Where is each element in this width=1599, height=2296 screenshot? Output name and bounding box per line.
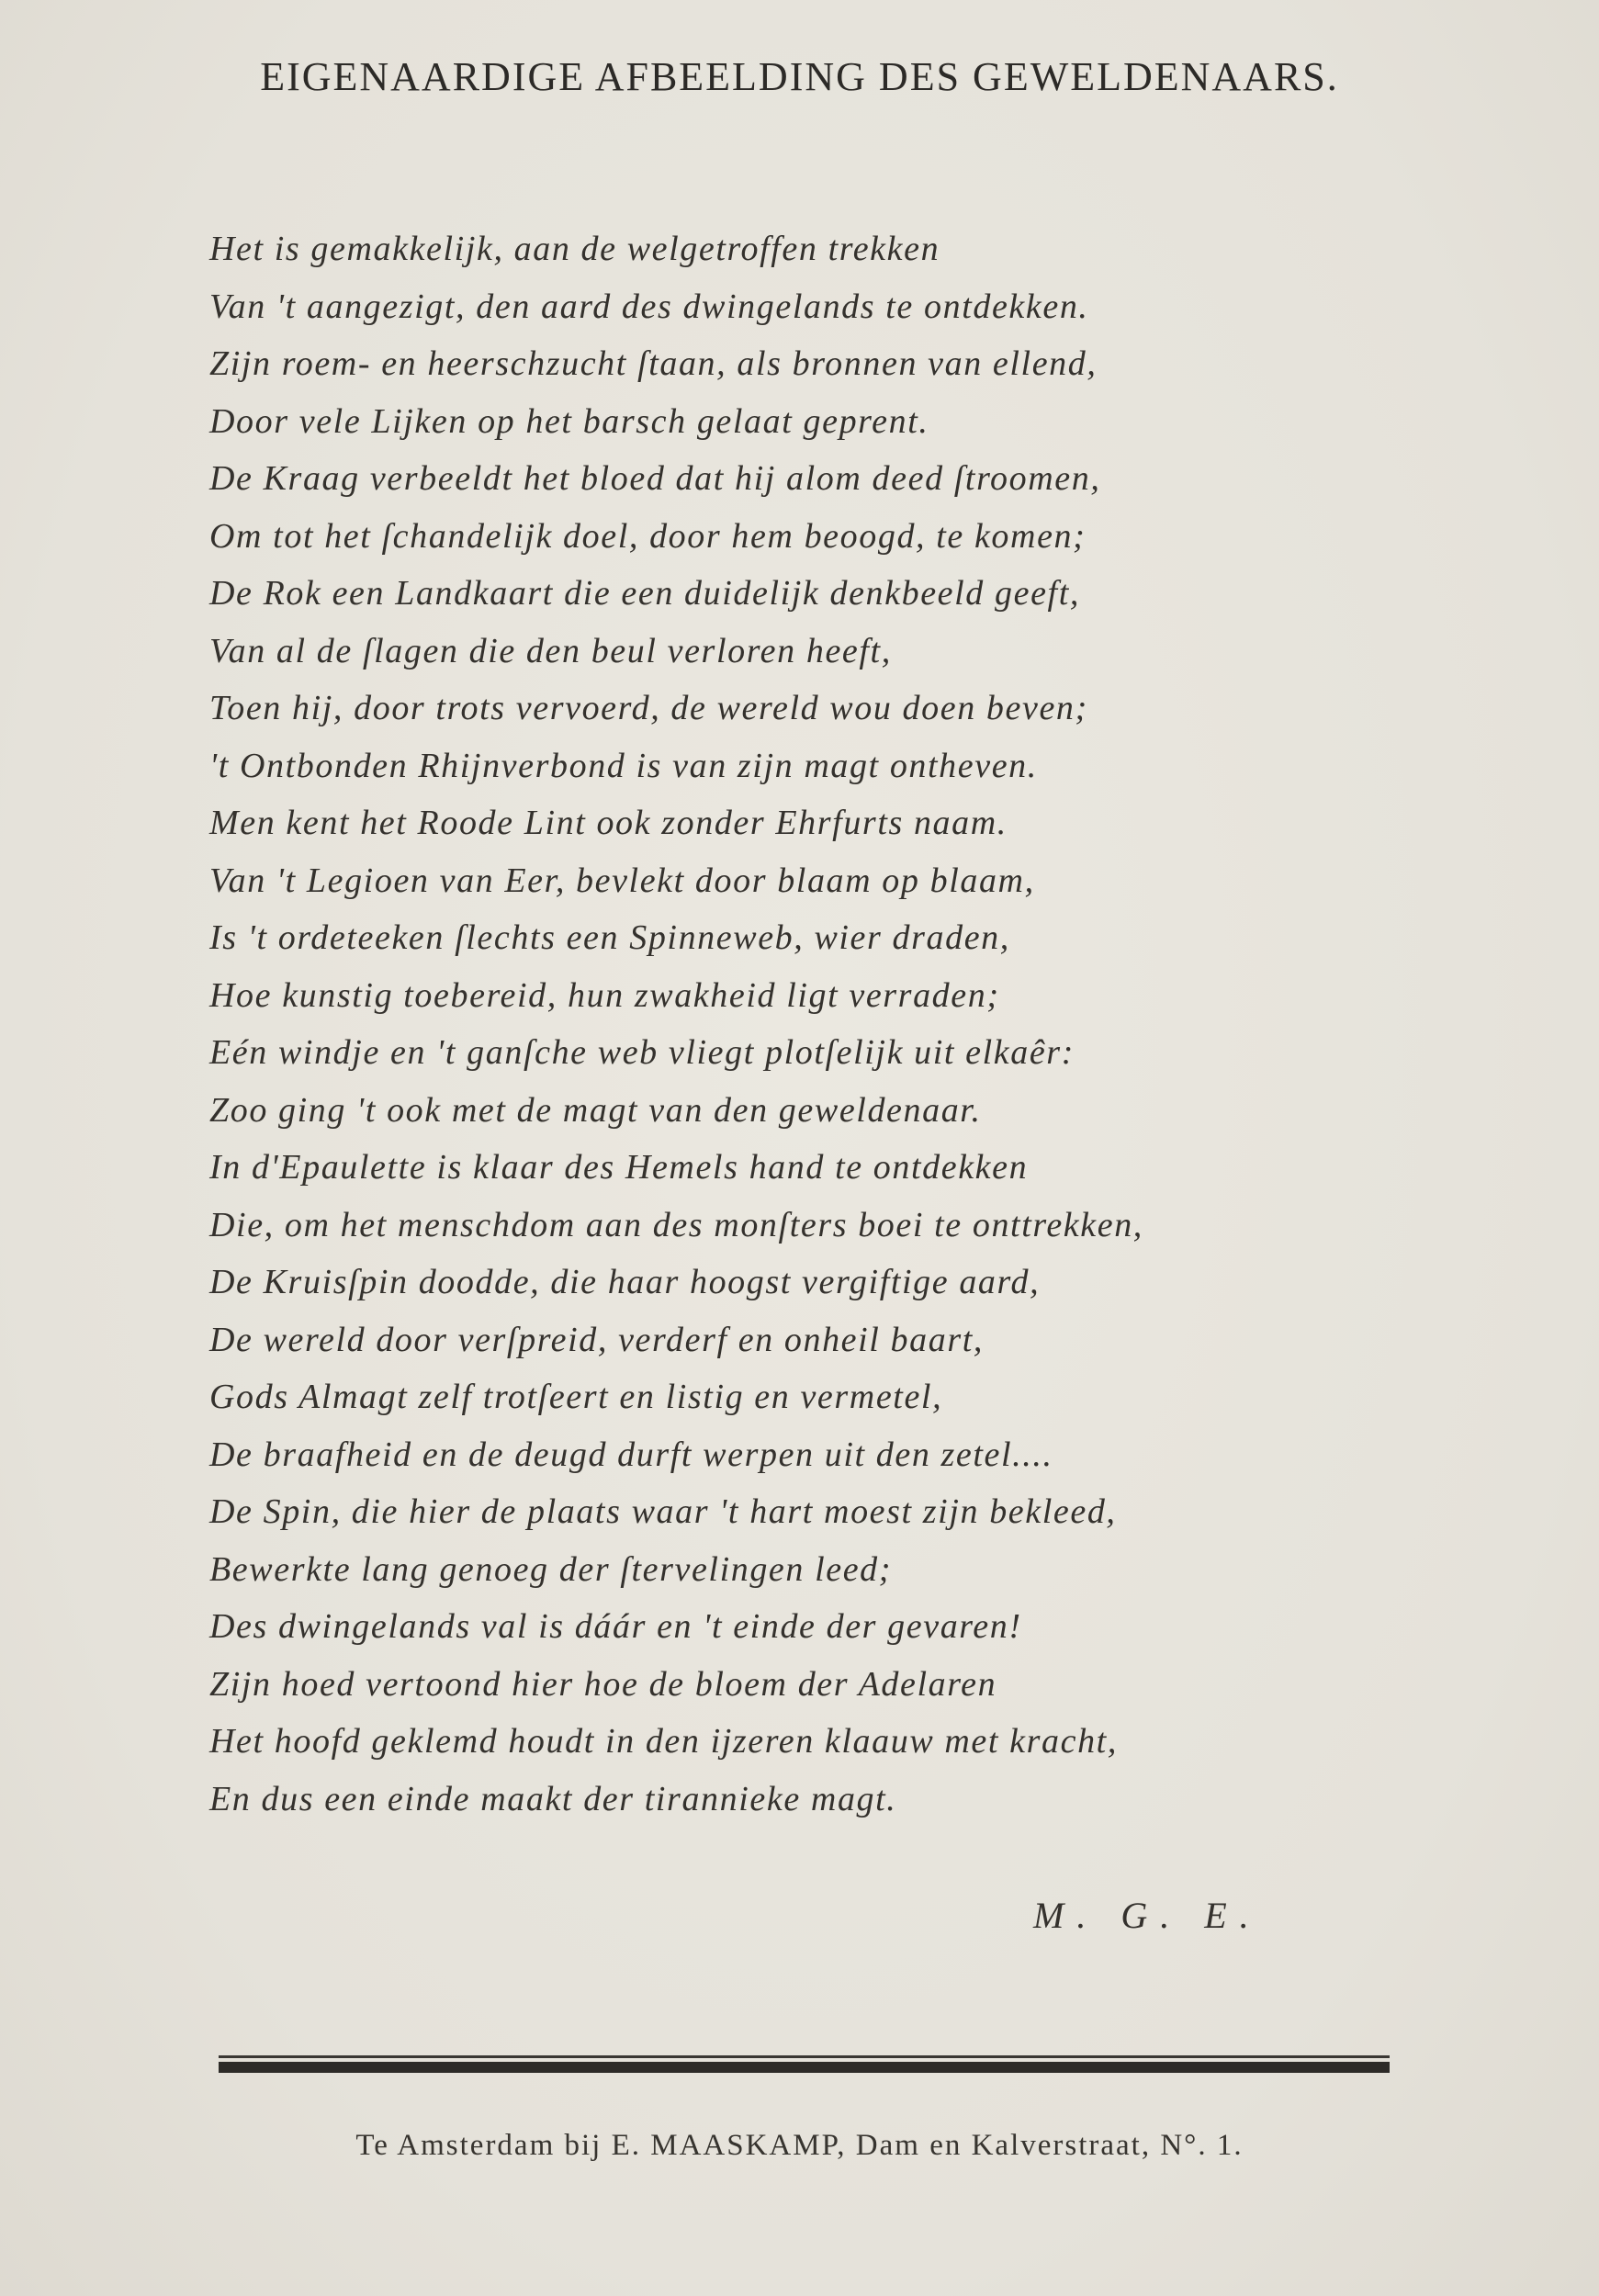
rule-thin-line: [219, 2055, 1390, 2058]
poem-line: Des dwingelands val is dáár en 't einde der gevaren!: [209, 1607, 1022, 1646]
poem-line: Men kent het Roode Lint ook zonder Ehrfurts naam.: [209, 804, 1008, 842]
poem-line: De Spin, die hier de plaats waar 't hart moest zijn bekleed,: [209, 1492, 1117, 1531]
poem-line: Om tot het ſchandelijk doel, door hem beoogd, te komen;: [209, 516, 1087, 556]
poem-line: In d'Epaulette is klaar des Hemels hand te ontdekken: [209, 1148, 1029, 1187]
poem-line: Van 't Legioen van Eer, bevlekt door blaam op blaam,: [209, 861, 1035, 900]
poem-line: Zijn hoed vertoond hier hoe de bloem der Adelaren: [209, 1664, 997, 1704]
poem-line: En dus een einde maakt der tirannieke magt.: [209, 1779, 897, 1818]
poem-body: [209, 220, 1440, 1828]
poem-line: Van 't aangezigt, den aard des dwingelands te ontdekken.: [209, 287, 1089, 326]
poem-line: De Kruisſpin doodde, die haar hoogst vergiftige aard,: [209, 1263, 1041, 1301]
poem-line: Hoe kunstig toebereid, hun zwakheid ligt verraden;: [209, 975, 1000, 1015]
poem-line: Het is gemakkelijk, aan de welgetroffen trekken: [209, 230, 940, 268]
double-rule-divider: [219, 2055, 1390, 2077]
poem-line: Van al de ſlagen die den beul verloren heeft,: [209, 631, 892, 670]
poem-line: Bewerkte lang genoeg der ſtervelingen leed;: [209, 1549, 893, 1589]
poem-line: Het hoofd geklemd houdt in den ijzeren klaauw met kracht,: [209, 1722, 1118, 1761]
poem-line: 't Ontbonden Rhijnverbond is van zijn magt ontheven.: [209, 746, 1038, 785]
poem-line: De braafheid en de deugd durft werpen uit den zetel....: [209, 1435, 1053, 1474]
poem-line: Gods Almagt zelf trotſeert en listig en vermetel,: [209, 1378, 943, 1416]
poem-line: Zoo ging 't ook met de magt van den geweldenaar.: [209, 1090, 982, 1130]
poem-line: Eén windje en 't ganſche web vliegt plotſelijk uit elkaêr:: [209, 1033, 1075, 1072]
poem-line: De wereld door verſpreid, verderf en onheil baart,: [209, 1320, 985, 1359]
poem-line: De Rok een Landkaart die een duidelijk denkbeeld geeft,: [209, 574, 1080, 613]
poem-line: Zijn roem- en heerschzucht ſtaan, als bronnen van ellend,: [209, 344, 1098, 383]
printer-imprint: Te Amsterdam bij E. MAASKAMP, Dam en Kalverstraat, N°. 1.: [355, 2129, 1244, 2162]
poem-line: Door vele Lijken op het barsch gelaat geprent.: [209, 401, 929, 441]
poem-line: Is 't ordeteeken ſlechts een Spinneweb, wier draden,: [209, 918, 1010, 957]
author-signature: M. G. E.: [1033, 1895, 1262, 1936]
rule-thick-line: [219, 2062, 1390, 2073]
poem-line: Toen hij, door trots vervoerd, de wereld wou doen beven;: [209, 689, 1088, 727]
poem-line: Die, om het menschdom aan des monſters boei te onttrekken,: [209, 1205, 1143, 1244]
poem-line: De Kraag verbeeldt het bloed dat hij alom deed ſtroomen,: [209, 459, 1101, 498]
poem-title: EIGENAARDIGE AFBEELDING DES GEWELDENAARS.: [260, 54, 1339, 99]
